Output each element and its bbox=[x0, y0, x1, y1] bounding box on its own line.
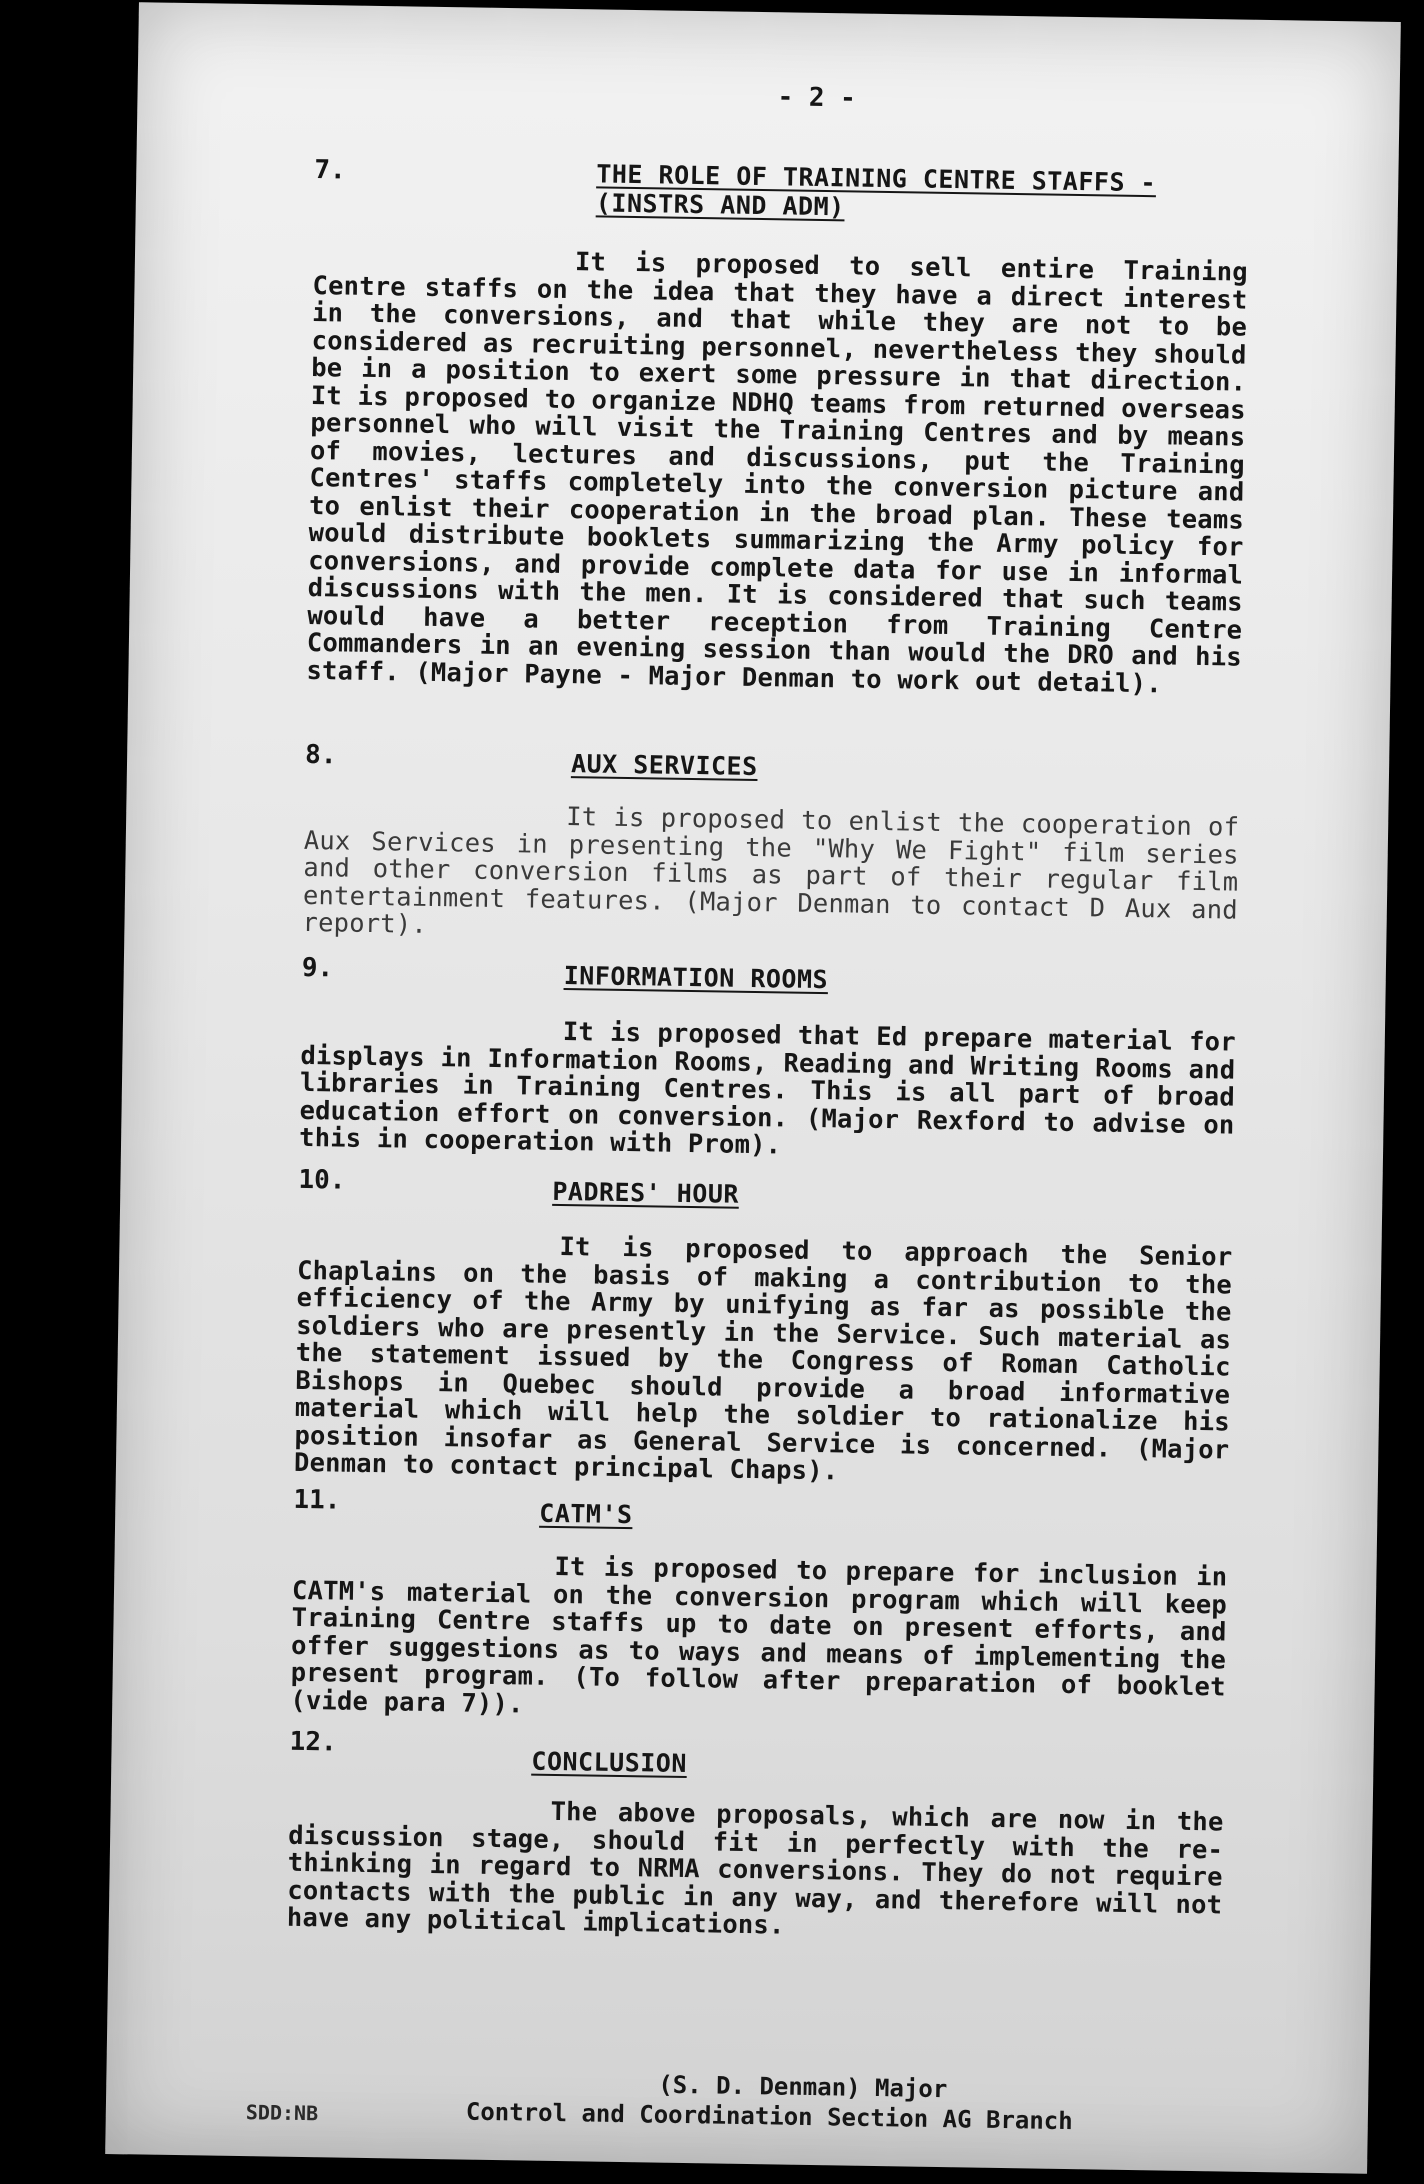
section-heading: CATM'S bbox=[539, 1498, 633, 1530]
section-number: 12. bbox=[289, 1726, 337, 1758]
section-heading-line2: (INSTRS AND ADM) bbox=[595, 188, 845, 222]
section-text: It is proposed to enlist the cooperation of Aux Services in presenting the "Why We Fight" film series and other conversion films as part of their regular film entertainment features. (Major Denman to contact D Aux and report). bbox=[302, 802, 1240, 940]
section-heading: AUX SERVICES bbox=[570, 749, 758, 782]
section-number: 9. bbox=[301, 952, 334, 984]
section-heading: INFORMATION ROOMS bbox=[563, 961, 829, 995]
section-number: 11. bbox=[293, 1484, 341, 1516]
section-heading: CONCLUSION bbox=[531, 1746, 688, 1779]
section-number: 8. bbox=[304, 739, 337, 771]
section-heading bbox=[596, 159, 1157, 226]
section-text: The above proposals, which are now in the discussion stage, should fit in perfectly with the re-thinking in regard to NRMA conversions. They do not require contacts with the public in any way, and therefore will not have any political implications. bbox=[286, 1796, 1224, 1941]
section-number: 10. bbox=[298, 1164, 346, 1196]
section-text: It is proposed to prepare for inclusion in CATM's material on the conversion program which will keep Training Centre staffs up to date on present efforts, and offer suggestions as to ways and means of implementing the present program. (To follow after preparation of booklet (vide para 7)). bbox=[290, 1551, 1228, 1719]
reference-initials: SDD:NB bbox=[245, 2100, 319, 2126]
section-text: It is proposed to approach the Senior Chaplains on the basis of making a contribution to the efficiency of the Army by unifying as far as possible the soldiers who are presently in the Service. Such material as the statement issued by the Congress of Roman Catholic Bishops in Quebec should provide a broad informative material which will help the soldier to rationalize his position insofar as General Service is concerned. (Major Denman to contact principal Chaps). bbox=[293, 1231, 1233, 1487]
section-text: It is proposed that Ed prepare material for displays in Information Rooms, Reading and Writing Rooms and libraries in Training Centres. This is all part of broad education effort on conversion. (Major Rexford to advise on this in cooperation with Prom). bbox=[298, 1017, 1237, 1161]
section-text: It is proposed to sell entire Training Centre staffs on the idea that they have a direct interest in the conversions, and that while they are not to be considered as recruiting personnel, nevertheless they should be in a position to exert some pressure in that direction. It is proposed to organize NDHQ teams from returned overseas personnel who will visit the Training Centres and by means of movies, lectures and discussions, put the Training Centres' staffs completely into the conversion picture and to enlist their cooperation in the broad plan. These teams would distribute booklets summarizing the Army policy for conversions, and provide complete data for use in informal discussions with the men. It is considered that such teams would have a better reception from Training Centre Commanders in an evening session than would the DRO and his staff. (Major Payne - Major Denman to work out detail). bbox=[306, 247, 1249, 699]
section-heading-line1: THE ROLE OF TRAINING CENTRE STAFFS - bbox=[596, 159, 1157, 198]
section-heading: PADRES' HOUR bbox=[552, 1176, 740, 1209]
document-page bbox=[105, 2, 1401, 2174]
section-number: 7. bbox=[314, 154, 346, 186]
signature-name: (S. D. Denman) Major bbox=[658, 2070, 948, 2104]
page-number: - 2 - bbox=[777, 82, 857, 114]
signature-unit: Control and Coordination Section AG Branch bbox=[465, 2097, 1073, 2136]
